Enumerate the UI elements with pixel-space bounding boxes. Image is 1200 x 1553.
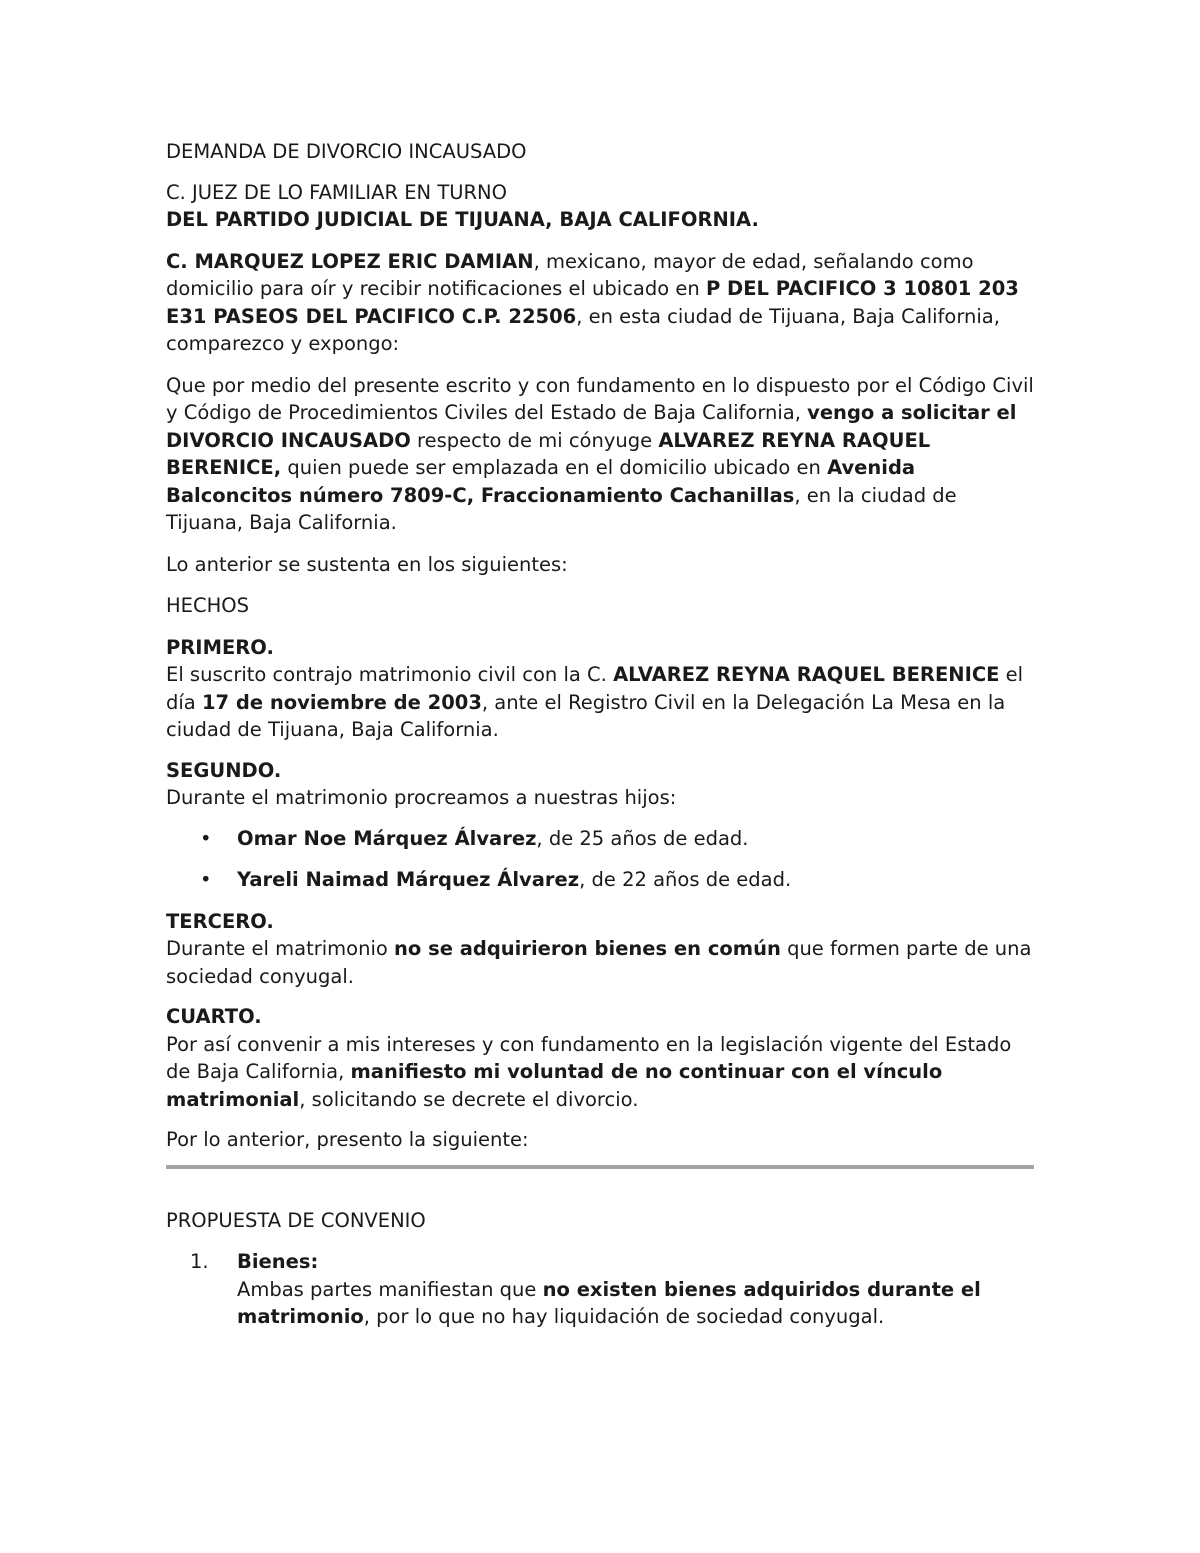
plaintiff-name: C. MARQUEZ LOPEZ ERIC DAMIAN — [166, 249, 534, 273]
addressee-line-1: C. JUEZ DE LO FAMILIAR EN TURNO — [166, 180, 507, 204]
list-item: • Yareli Naimad Márquez Álvarez, de 22 años de edad. — [166, 866, 1036, 894]
request-bold: vengo a solicitar el DIVORCIO INCAUSADO — [166, 401, 1017, 452]
plaintiff-address: P DEL PACIFICO 3 10801 203 E31 PASEOS DEL PACIFICO C.P. 22506 — [166, 277, 1019, 328]
fact-text: Por así convenir a mis intereses y con fundamento en la legislación vigente del Estado de Baja California, manifiesto mi voluntad de no continuar con el vínculo matrimonial, solicitando se decrete el divorcio. — [166, 1032, 1012, 1111]
convenio-item-title: Bienes: — [237, 1250, 319, 1273]
fact-cuarto — [166, 1003, 1036, 1113]
convenio-item-text: Ambas partes manifiestan que no existen bienes adquiridos durante el matrimonio, por lo que no hay liquidación de sociedad conyugal. — [237, 1277, 981, 1328]
request-paragraph: Que por medio del presente escrito y con fundamento en lo dispuesto por el Código Civil y Código de Procedimientos Civiles del Estado de Baja California, vengo a solicitar el DIVORCIO INCAUSADO respecto de mi cónyuge ALVAREZ REYNA RAQUEL BERENICE, quien puede ser emplazada en el domicilio ubicado en Avenida Balconcitos número 7809-C, Fraccionamiento Cachanillas, en la ciudad de Tijuana, Baja California. — [166, 373, 1034, 534]
bullet-icon: • — [200, 826, 212, 850]
convenio-heading: PROPUESTA DE CONVENIO — [166, 1208, 426, 1232]
fact-text: Durante el matrimonio no se adquirieron bienes en común que formen parte de una sociedad conyugal. — [166, 937, 1032, 988]
intro-paragraph: C. MARQUEZ LOPEZ ERIC DAMIAN, mexicano, mayor de edad, señalando como domicilio para oír y recibir notificaciones el ubicado en P DEL PACIFICO 3 10801 203 E31 PASEOS DEL PACIFICO C.P. 22506, en esta ciudad de Tijuana, Baja California, comparezco y expongo: — [166, 249, 1019, 355]
hechos-heading: HECHOS — [166, 594, 249, 617]
fact-primero — [166, 634, 1036, 744]
fact-heading: PRIMERO. — [166, 635, 274, 659]
fact-text: El suscrito contrajo matrimonio civil con la C. ALVAREZ REYNA RAQUEL BERENICE el día 17 de noviembre de 2003, ante el Registro Civil en la Delegación La Mesa en la ciudad de Tijuana, Baja California. — [166, 663, 1024, 741]
document-page — [166, 138, 1036, 1331]
fact-segundo — [166, 757, 1036, 812]
convenio-list — [166, 1248, 1036, 1331]
fact-text: Durante el matrimonio procreamos a nuestras hijos: — [166, 786, 677, 809]
document-title: DEMANDA DE DIVORCIO INCAUSADO — [166, 140, 527, 163]
fact-heading: TERCERO. — [166, 909, 274, 933]
fact-tercero — [166, 908, 1036, 991]
list-item: • Omar Noe Márquez Álvarez, de 25 años de edad. — [166, 825, 1036, 853]
addressee-line-2: DEL PARTIDO JUDICIAL DE TIJUANA, BAJA CALIFORNIA. — [166, 208, 759, 231]
list-number: 1. — [190, 1250, 209, 1273]
closing-line: Por lo anterior, presento la siguiente: — [166, 1128, 529, 1151]
spouse-address: Avenida Balconcitos número 7809-C, Fraccionamiento Cachanillas — [166, 456, 916, 507]
horizontal-divider — [166, 1165, 1034, 1169]
spouse-name: ALVAREZ REYNA RAQUEL BERENICE, — [166, 428, 931, 479]
fact-heading: CUARTO. — [166, 1005, 262, 1028]
children-list — [166, 825, 1036, 894]
fact-heading: SEGUNDO. — [166, 758, 282, 782]
bullet-icon: • — [200, 868, 212, 891]
addressee-block — [166, 179, 1036, 234]
sustenta-line: Lo anterior se sustenta en los siguientes: — [166, 552, 568, 576]
list-item — [166, 1248, 1036, 1331]
